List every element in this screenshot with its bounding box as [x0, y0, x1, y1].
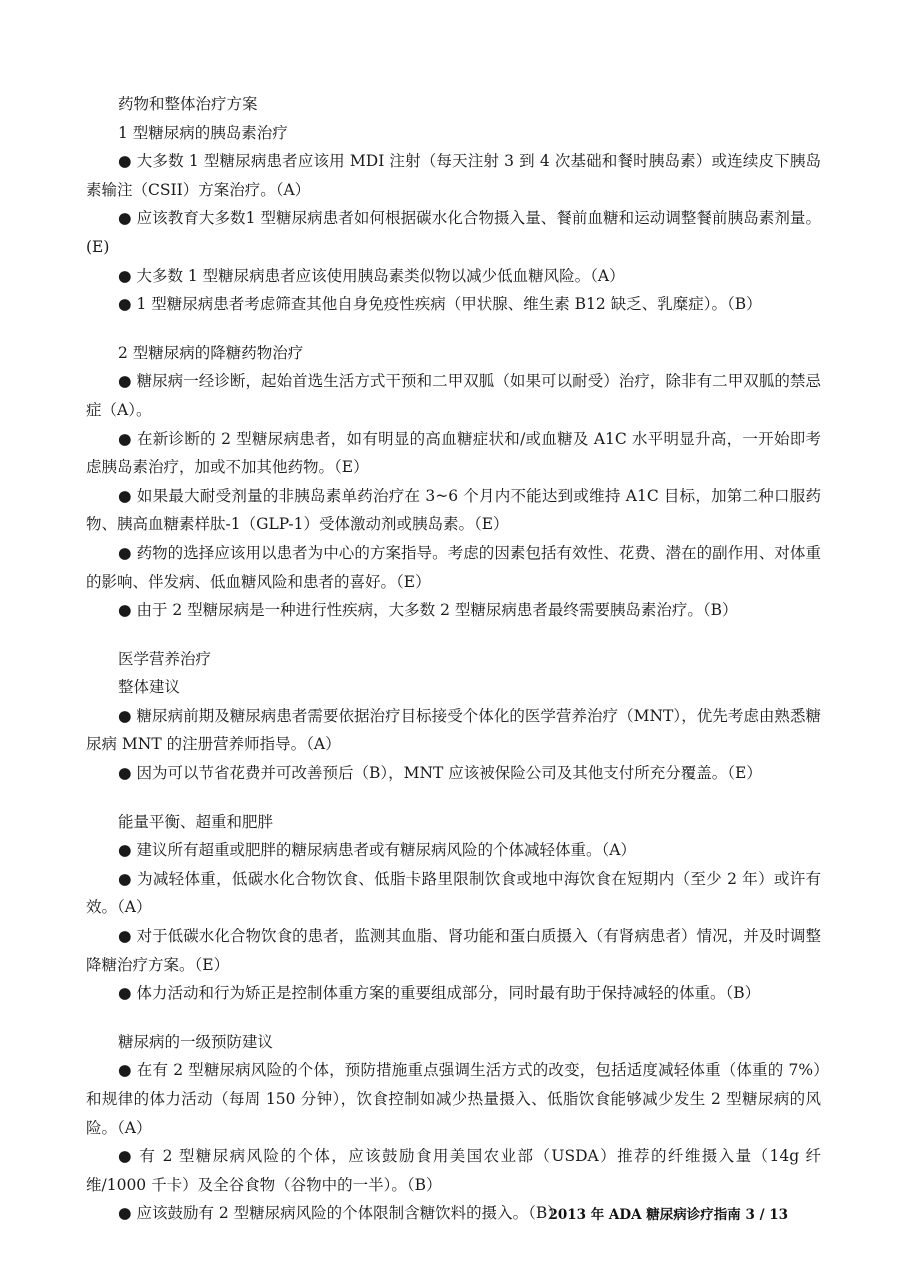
section-gap [86, 319, 821, 339]
bullet-paragraph: ● 糖尿病一经诊断，起始首选生活方式干预和二甲双胍（如果可以耐受）治疗，除非有二甲双胍的禁忌症（A）。 [86, 372, 821, 419]
section-subheading: 1 型糖尿病的胰岛素治疗 [118, 123, 288, 142]
bullet-paragraph: ● 为减轻体重，低碳水化合物饮食、低脂卡路里限制饮食或地中海饮食在短期内（至少 2 年）或许有效。（A） [86, 869, 821, 917]
bullet-paragraph: ● 体力活动和行为矫正是控制体重方案的重要组成部分，同时最有助于保持减轻的体重。（B） [118, 984, 761, 1003]
bullet-paragraph: ● 大多数 1 型糖尿病患者应该使用胰岛素类似物以减少低血糖风险。（A） [118, 266, 625, 285]
section-gap [86, 1008, 821, 1028]
bullet-paragraph: ● 在新诊断的 2 型糖尿病患者，如有明显的高血糖症状和/或血糖及 A1C 水平明显升高，一开始即考虑胰岛素治疗，加或不加其他药物。（E） [86, 429, 821, 477]
bullet-paragraph: ● 因为可以节省花费并可改善预后（B），MNT 应该被保险公司及其他支付所充分覆盖。（E） [118, 764, 762, 783]
bullet-paragraph: ● 糖尿病前期及糖尿病患者需要依据治疗目标接受个体化的医学营养治疗（MNT），优先考虑由熟悉糖尿病 MNT 的注册营养师指导。（A） [86, 706, 821, 754]
section-heading: 能量平衡、超重和肥胖 [118, 812, 274, 831]
bullet-paragraph: ● 1 型糖尿病患者考虑筛查其他自身免疫性疾病（甲状腺、维生素 B12 缺乏、乳糜症）。（B） [118, 295, 762, 314]
bullet-paragraph: ● 药物的选择应该用以患者为中心的方案指导。考虑的因素包括有效性、花费、潜在的副作用、对体重的影响、伴发病、低血糖风险和患者的喜好。（E） [86, 543, 821, 591]
bullet-paragraph: ● 应该教育大多数1 型糖尿病患者如何根据碳水化合物摄入量、餐前血糖和运动调整餐前胰岛素剂量。(E) [86, 209, 821, 256]
bullet-paragraph: ● 如果最大耐受剂量的非胰岛素单药治疗在 3~6 个月内不能达到或维持 A1C 目标，加第二种口服药物、胰高血糖素样肽-1（GLP-1）受体激动剂或胰岛素。（E） [86, 486, 821, 534]
bullet-paragraph: ● 对于低碳水化合物饮食的患者，监测其血脂、肾功能和蛋白质摄入（有肾病患者）情况，并及时调整降糖治疗方案。（E） [86, 927, 821, 974]
bullet-paragraph: ● 建议所有超重或肥胖的糖尿病患者或有糖尿病风险的个体减轻体重。（A） [118, 841, 636, 860]
section-gap [86, 788, 821, 808]
bullet-paragraph: ● 应该鼓励有 2 型糖尿病风险的个体限制含糖饮料的摄入。（B） [118, 1204, 563, 1223]
page-content [86, 90, 821, 1228]
bullet-paragraph: ● 由于 2 型糖尿病是一种进行性疾病，大多数 2 型糖尿病患者最终需要胰岛素治疗。（B） [118, 601, 738, 620]
section-heading: 药物和整体治疗方案 [118, 95, 258, 113]
section-heading: 2 型糖尿病的降糖药物治疗 [118, 343, 304, 362]
bullet-paragraph: ● 有 2 型糖尿病风险的个体，应该鼓励食用美国农业部（USDA）推荐的纤维摄入量（14g 纤维/1000 千卡）及全谷食物（谷物中的一半）。（B） [86, 1147, 821, 1194]
section-gap [86, 625, 821, 645]
page-footer: 2013 年 ADA 糖尿病诊疗指南 3 / 13 [548, 1207, 788, 1223]
bullet-paragraph: ● 大多数 1 型糖尿病患者应该用 MDI 注射（每天注射 3 到 4 次基础和餐时胰岛素）或连续皮下胰岛素输注（CSII）方案治疗。（A） [86, 152, 821, 199]
section-heading: 医学营养治疗 [118, 649, 212, 668]
bullet-paragraph: ● 在有 2 型糖尿病风险的个体，预防措施重点强调生活方式的改变，包括适度减轻体重（体重的 7%）和规律的体力活动（每周 150 分钟），饮食控制如减少热量摄入、低脂饮食能够减少发生 2 型糖尿病的风险。（A） [86, 1061, 821, 1137]
section-heading: 糖尿病的一级预防建议 [118, 1032, 274, 1051]
section-subheading: 整体建议 [118, 678, 181, 697]
